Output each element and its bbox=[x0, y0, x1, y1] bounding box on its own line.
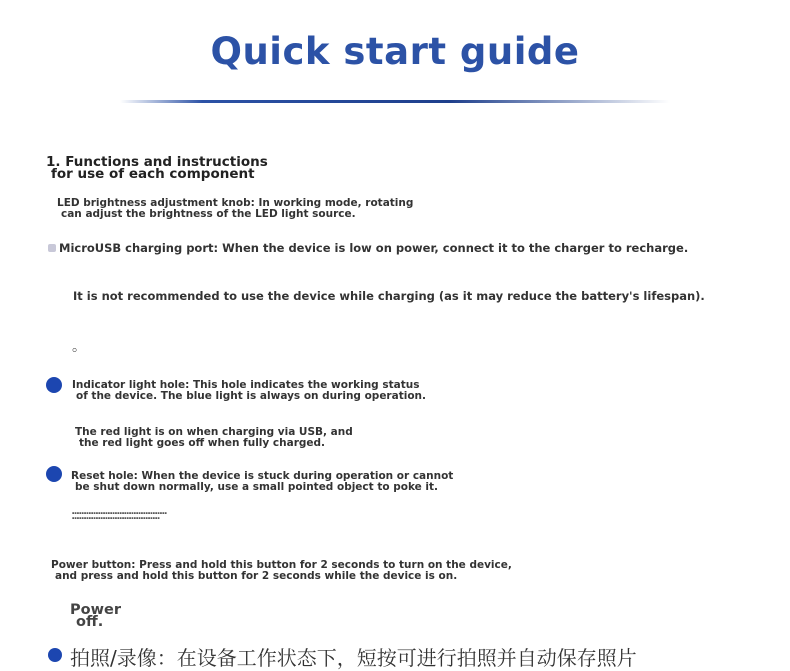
section-heading-line-1: 1. Functions and instructions bbox=[46, 154, 268, 170]
indicator-line-1: Indicator light hole: This hole indicates the working status bbox=[72, 379, 420, 391]
charging-warning: It is not recommended to use the device while charging (as it may reduce the battery's lifespan). bbox=[73, 289, 705, 303]
section-heading-line-2: for use of each component bbox=[51, 166, 255, 182]
power-button-line-1: Power button: Press and hold this button for 2 seconds to turn on the device, bbox=[51, 559, 512, 571]
charging-warning-mark: 。 bbox=[72, 339, 86, 355]
reset-line-1: Reset hole: When the device is stuck during operation or cannot bbox=[71, 470, 454, 482]
section-heading bbox=[46, 156, 268, 180]
power-off-label bbox=[70, 604, 121, 628]
indicator-line-2: of the device. The blue light is always on during operation. bbox=[76, 389, 426, 402]
led-knob-description bbox=[57, 198, 413, 219]
red-light-line-2: the red light goes off when fully charged. bbox=[79, 436, 326, 449]
usb-port-icon bbox=[48, 244, 56, 252]
title-divider bbox=[120, 100, 670, 103]
power-off-line-1: Power bbox=[70, 602, 121, 618]
led-knob-line-2: can adjust the brightness of the LED light source. bbox=[61, 207, 356, 220]
power-off-line-2: off. bbox=[76, 614, 104, 630]
photo-bullet-icon bbox=[48, 648, 62, 662]
red-light-description bbox=[75, 427, 353, 448]
usb-port-description: MicroUSB charging port: When the device is low on power, connect it to the charger to recharge. bbox=[59, 241, 689, 255]
indicator-bullet-icon bbox=[46, 377, 62, 393]
fine-print-graphic: ▪▪▪▪▪▪▪▪▪▪▪▪▪▪▪▪▪▪▪▪▪▪▪▪▪▪▪▪▪▪▪▪▪▪▪▪▪▪▪▪ ▪▪▪▪▪▪▪▪▪▪▪▪▪▪▪▪▪▪▪▪▪▪▪▪▪▪▪▪▪▪▪▪▪▪▪▪▪ bbox=[72, 511, 167, 520]
red-light-line-1: The red light is on when charging via USB, and bbox=[75, 426, 353, 438]
page-title: Quick start guide bbox=[210, 30, 580, 73]
led-knob-line-1: LED brightness adjustment knob: In working mode, rotating bbox=[57, 197, 414, 209]
reset-description bbox=[71, 471, 453, 492]
indicator-description bbox=[72, 380, 426, 401]
power-button-line-2: and press and hold this button for 2 seconds while the device is on. bbox=[55, 569, 458, 582]
power-button-description bbox=[51, 560, 512, 581]
reset-line-2: be shut down normally, use a small pointed object to poke it. bbox=[75, 480, 439, 493]
photo-video-description: 拍照/录像：在设备工作状态下，短按可进行拍照并自动保存照片 bbox=[70, 646, 637, 670]
reset-bullet-icon bbox=[46, 466, 62, 482]
